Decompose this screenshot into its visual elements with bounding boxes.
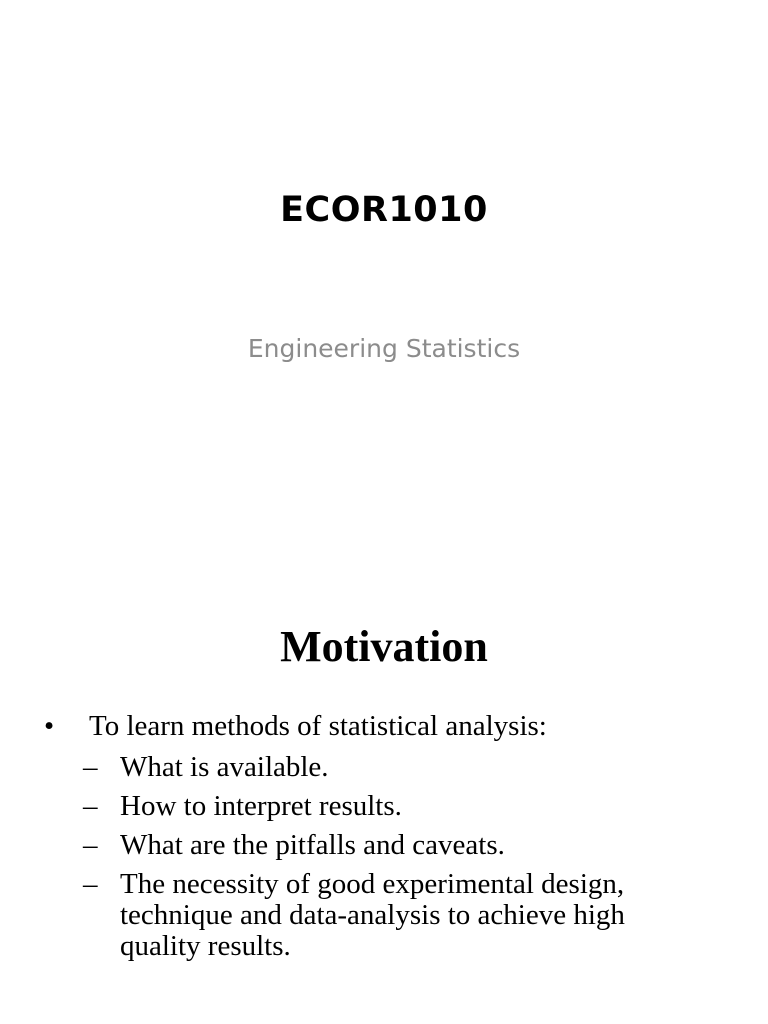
slide-title: Motivation: [280, 622, 488, 671]
sub-bullet-item: [0, 752, 660, 783]
sub-bullet-item: [0, 791, 660, 822]
sub-bullet-item: [0, 869, 660, 962]
dash-marker: –: [83, 868, 98, 900]
sub-bullet-text: How to interpret results.: [120, 790, 402, 822]
bullet-item: [0, 708, 768, 744]
dash-marker: –: [83, 790, 98, 822]
sub-bullet-text: What is available.: [120, 751, 329, 783]
bullet-text: To learn methods of statistical analysis:: [89, 710, 547, 742]
sub-bullet-text: What are the pitfalls and caveats.: [120, 829, 505, 861]
course-code-title: ECOR1010: [280, 190, 488, 230]
sub-bullet-item: [0, 830, 660, 861]
sub-bullet-text: The necessity of good experimental design, technique and data-analysis to achieve high quality results.: [120, 868, 625, 962]
dash-marker: –: [83, 829, 98, 861]
bullet-marker: •: [44, 710, 55, 742]
bullet-list: [0, 708, 768, 962]
motivation-slide: [0, 576, 768, 1024]
course-subtitle: Engineering Statistics: [247, 334, 521, 363]
dash-marker: –: [83, 751, 98, 783]
